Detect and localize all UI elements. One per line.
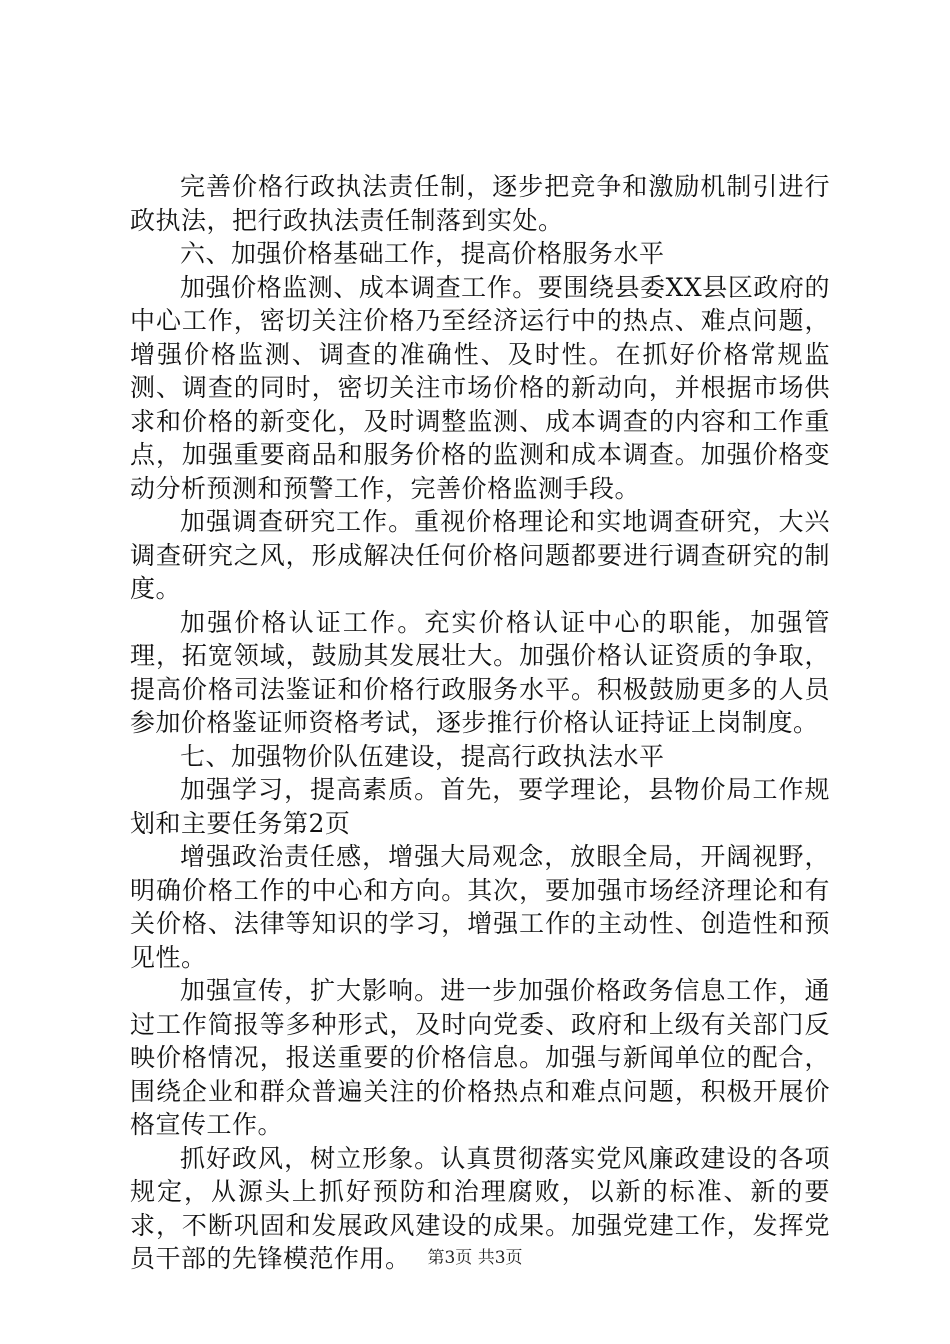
body-paragraph: 加强价格认证工作。充实价格认证中心的职能，加强管理，拓宽领域，鼓励其发展壮大。加强价格认证资质的争取，提高价格司法鉴证和价格行政服务水平。积极鼓励更多的人员参加价格鉴证师资格考试，逐步推行价格认证持证上岗制度。: [130, 607, 830, 737]
section-heading: 七、加强物价队伍建设，提高行政执法水平: [180, 741, 665, 771]
document-body: [130, 170, 830, 1276]
body-paragraph: 完善价格行政执法责任制，逐步把竞争和激励机制引进行政执法，把行政执法责任制落到实处。: [130, 172, 830, 235]
section-heading: 六、加强价格基础工作，提高价格服务水平: [180, 239, 665, 268]
body-paragraph: 加强价格监测、成本调查工作。要围绕县委XX县区政府的中心工作，密切关注价格乃至经济运行中的热点、难点问题，增强价格监测、调查的准确性、及时性。在抓好价格常规监测、调查的同时，密切关注市场价格的新动向，并根据市场供求和价格的新变化，及时调整监测、成本调查的内容和工作重点，加强重要商品和服务价格的监测和成本调查。加强价格变动分析预测和预警工作，完善价格监测手段。: [130, 272, 830, 503]
body-paragraph: 加强宣传，扩大影响。进一步加强价格政务信息工作，通过工作简报等多种形式，及时向党委、政府和上级有关部门反映价格情况，报送重要的价格信息。加强与新闻单位的配合，围绕企业和群众普遍关注的价格热点和难点问题，积极开展价格宣传工作。: [130, 976, 830, 1139]
body-paragraph: 加强学习，提高素质。首先，要学理论，县物价局工作规划和主要任务第2页: [130, 775, 830, 838]
page-footer: 第3页 共3页: [427, 1248, 523, 1268]
body-paragraph: 加强调查研究工作。重视价格理论和实地调查研究，大兴调查研究之风，形成解决任何价格问题都要进行调查研究的制度。: [130, 507, 830, 603]
body-paragraph: 抓好政风，树立形象。认真贯彻落实党风廉政建设的各项规定，从源头上抓好预防和治理腐败，以新的标准、新的要求，不断巩固和发展政风建设的成果。加强党建工作，发挥党员干部的先锋模范作用。: [130, 1143, 830, 1273]
body-paragraph: 增强政治责任感，增强大局观念，放眼全局，开阔视野，明确价格工作的中心和方向。其次，要加强市场经济理论和有关价格、法律等知识的学习，增强工作的主动性、创造性和预见性。: [130, 842, 830, 972]
